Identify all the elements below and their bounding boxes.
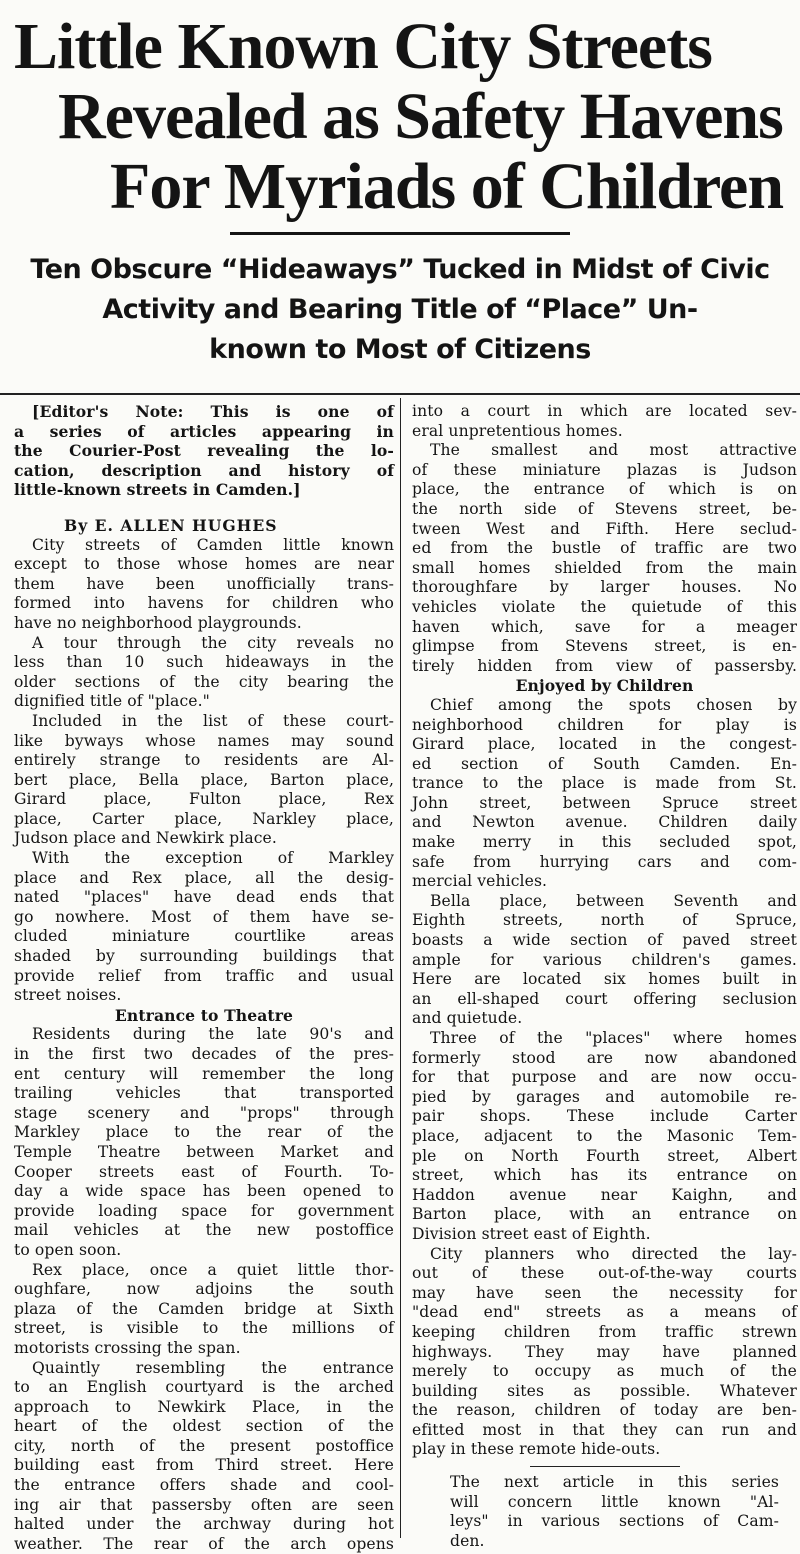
- body-line: street, which has its entrance on: [412, 1166, 797, 1185]
- subheading-entrance-to-theatre: Entrance to Theatre: [114, 1005, 294, 1025]
- headline: [0, 12, 800, 222]
- body-line: the north side of Stevens street, be-: [412, 499, 797, 518]
- body-line: Girard place, Fulton place, Rex: [14, 790, 394, 809]
- body-line: Division street east of Eighth.: [412, 1224, 651, 1243]
- body-line: of these miniature plazas is Judson: [412, 460, 797, 479]
- body-line: them have been unofficially trans-: [14, 574, 394, 593]
- subheadline-line-1: Ten Obscure “Hideaways” Tucked in Midst of Civic: [30, 254, 770, 285]
- editors-note-line: a series of articles appearing in: [14, 421, 394, 441]
- body-line: less than 10 such hideaways in the: [14, 653, 394, 672]
- body-line: City streets of Camden little known: [32, 535, 394, 554]
- body-line: entirely strange to residents are Al-: [14, 751, 394, 770]
- body-line: Included in the list of these court-: [32, 711, 394, 730]
- body-line: heart of the oldest section of the: [14, 1417, 394, 1436]
- body-line: halted under the archway during hot: [14, 1515, 394, 1534]
- body-line: have no neighborhood playgrounds.: [14, 613, 302, 632]
- body-line: and Newton avenue. Children daily: [412, 813, 797, 832]
- body-line: neighborhood children for play is: [412, 715, 797, 734]
- body-line: ing air that passersby often are seen: [14, 1495, 394, 1514]
- body-line: to open soon.: [14, 1240, 122, 1259]
- body-line: efitted most in that they can run and: [412, 1420, 797, 1439]
- body-line: the entrance offers shade and cool-: [14, 1476, 394, 1495]
- body-line: building sites as possible. Whatever: [412, 1381, 797, 1400]
- body-line: eral unpretentious homes.: [412, 421, 623, 440]
- spacer: [14, 500, 394, 516]
- body-line: Residents during the late 90's and: [32, 1025, 394, 1044]
- body-line: Bella place, between Seventh and: [430, 891, 797, 910]
- closing-note-line: leys" in various sections of Cam-: [450, 1512, 779, 1531]
- body-line: ple on North Fourth street, Albert: [412, 1146, 797, 1165]
- headline-line-3: For Myriads of Children: [110, 150, 784, 223]
- body-line: play in these remote hide-outs.: [412, 1440, 661, 1459]
- body-line: Eighth streets, north of Spruce,: [412, 911, 797, 930]
- subheading-enjoyed-by-children: Enjoyed by Children: [515, 676, 694, 696]
- closing-note-line: The next article in this series: [450, 1473, 779, 1492]
- body-line: Chief among the spots chosen by: [430, 695, 797, 714]
- body-line: Girard place, located in the congest-: [412, 735, 797, 754]
- body-line: ed from the bustle of traffic are two: [412, 539, 797, 558]
- body-line: cluded miniature courtlike areas: [14, 927, 394, 946]
- body-line: an ell-shaped court offering seclusion: [412, 989, 797, 1008]
- body-line: "dead end" streets as a means of: [412, 1303, 797, 1322]
- body-line: ample for various children's games.: [412, 950, 797, 969]
- editors-note-line: [Editor's Note: This is one of: [32, 402, 394, 421]
- body-line: Rex place, once a quiet little thor-: [32, 1260, 394, 1279]
- body-line: The smallest and most attractive: [430, 441, 797, 460]
- body-line: motorists crossing the span.: [14, 1338, 241, 1357]
- body-line: provide relief from traffic and usual: [14, 966, 394, 985]
- body-line: weather. The rear of the arch opens: [14, 1534, 394, 1553]
- body-line: boasts a wide section of paved street: [412, 931, 797, 950]
- body-line: Quaintly resembling the entrance: [32, 1358, 394, 1377]
- body-line: plaza of the Camden bridge at Sixth: [14, 1299, 394, 1318]
- body-line: Judson place and Newkirk place.: [14, 829, 277, 848]
- body-line: small homes shielded from the main: [412, 558, 797, 577]
- body-line: A tour through the city reveals no: [32, 633, 394, 652]
- body-line: may have seen the necessity for: [412, 1283, 797, 1302]
- body-line: for that purpose and are now occu-: [412, 1068, 797, 1087]
- body-line: and quietude.: [412, 1009, 523, 1028]
- body-line: tween West and Fifth. Here seclud-: [412, 519, 797, 538]
- body-line: ed section of South Camden. En-: [412, 754, 797, 773]
- body-line: tirely hidden from view of passersby.: [412, 656, 797, 675]
- body-line: make merry in this secluded spot,: [412, 833, 797, 852]
- body-line: pied by garages and automobile re-: [412, 1087, 797, 1106]
- body-line: highways. They may have planned: [412, 1342, 797, 1361]
- headline-line-2: Revealed as Safety Havens: [58, 80, 783, 153]
- body-line: dignified title of "place.": [14, 692, 210, 711]
- body-line: With the exception of Markley: [32, 849, 394, 868]
- body-line: Markley place to the rear of the: [14, 1123, 394, 1142]
- body-line: safe from hurrying cars and com-: [412, 852, 797, 871]
- body-line: pair shops. These include Carter: [412, 1107, 797, 1126]
- subheadline-line-3: known to Most of Citizens: [209, 334, 591, 365]
- body-line: Temple Theatre between Market and: [14, 1142, 394, 1161]
- body-line: oughfare, now adjoins the south: [14, 1280, 394, 1299]
- body-line: Three of the "places" where homes: [430, 1029, 797, 1047]
- subheadline: [0, 250, 800, 370]
- body-line: street, is visible to the millions of: [14, 1319, 394, 1338]
- right-column: [412, 402, 797, 1551]
- body-line: glimpse from Stevens street, is en-: [412, 637, 797, 656]
- body-line: day a wide space has been opened to: [14, 1182, 394, 1201]
- body-line: older sections of the city bearing the: [14, 672, 394, 691]
- body-line: into a court in which are located sev-: [412, 402, 797, 420]
- body-line: like byways whose names may sound: [14, 731, 394, 750]
- body-line: Barton place, with an entrance on: [412, 1205, 797, 1224]
- body-line: trance to the place is made from St.: [412, 774, 797, 793]
- body-line: bert place, Bella place, Barton place,: [14, 770, 394, 789]
- body-line: the reason, children of today are ben-: [412, 1401, 797, 1420]
- editors-note-line: cation, description and history of: [14, 460, 394, 480]
- body-line: formerly stood are now abandoned: [412, 1048, 797, 1067]
- body-line: to an English courtyard is the arched: [14, 1378, 394, 1397]
- closing-note-line: den.: [450, 1531, 485, 1550]
- body-line: place and Rex place, all the desig-: [14, 868, 394, 887]
- body-line: nated "places" have dead ends that: [14, 888, 394, 907]
- body-line: provide loading space for government: [14, 1201, 394, 1220]
- body-line: place, Carter place, Narkley place,: [14, 809, 394, 828]
- body-line: out of these out-of-the-way courts: [412, 1264, 797, 1283]
- body-line: merely to occupy as much of the: [412, 1362, 797, 1381]
- editors-note-line: little-known streets in Camden.]: [14, 480, 301, 500]
- subheadline-line-2: Activity and Bearing Title of “Place” Un-: [102, 294, 698, 325]
- column-separator: [400, 398, 401, 1538]
- headline-line-1: Little Known City Streets: [14, 10, 712, 83]
- headline-divider: [230, 232, 570, 235]
- body-line: street noises.: [14, 986, 122, 1005]
- closing-divider: [530, 1466, 680, 1467]
- body-line: mail vehicles at the new postoffice: [14, 1221, 394, 1240]
- byline: By E. ALLEN HUGHES: [64, 515, 278, 535]
- body-line: stage scenery and "props" through: [14, 1103, 394, 1122]
- body-line: haven which, save for a meager: [412, 617, 797, 636]
- body-line: Cooper streets east of Fourth. To-: [14, 1162, 394, 1181]
- body-line: place, adjacent to the Masonic Tem-: [412, 1126, 797, 1145]
- body-line: except to those whose homes are near: [14, 555, 394, 574]
- body-line: trailing vehicles that transported: [14, 1084, 394, 1103]
- body-line: ent century will remember the long: [14, 1064, 394, 1083]
- body-line: City planners who directed the lay-: [430, 1244, 797, 1263]
- closing-note-line: will concern little known "Al-: [450, 1492, 779, 1511]
- body-line: mercial vehicles.: [412, 872, 548, 891]
- body-line: city, north of the present postoffice: [14, 1436, 394, 1455]
- body-line: place, the entrance of which is on: [412, 480, 797, 499]
- editors-note-line: the Courier-Post revealing the lo-: [14, 441, 394, 461]
- body-line: keeping children from traffic strewn: [412, 1322, 797, 1341]
- left-column: [14, 402, 394, 1554]
- body-line: approach to Newkirk Place, in the: [14, 1397, 394, 1416]
- body-line: building east from Third street. Here: [14, 1456, 394, 1475]
- body-line: Haddon avenue near Kaighn, and: [412, 1185, 797, 1204]
- body-line: thoroughfare by larger houses. No: [412, 578, 797, 597]
- body-line: in the first two decades of the pres-: [14, 1045, 394, 1063]
- column-top-rule: [0, 393, 800, 395]
- body-line: John street, between Spruce street: [412, 793, 797, 812]
- body-line: Here are located six homes built in: [412, 970, 797, 989]
- body-line: formed into havens for children who: [14, 594, 394, 613]
- body-line: go nowhere. Most of them have se-: [14, 907, 394, 926]
- body-line: vehicles violate the quietude of this: [412, 597, 797, 616]
- body-line: shaded by surrounding buildings that: [14, 947, 394, 966]
